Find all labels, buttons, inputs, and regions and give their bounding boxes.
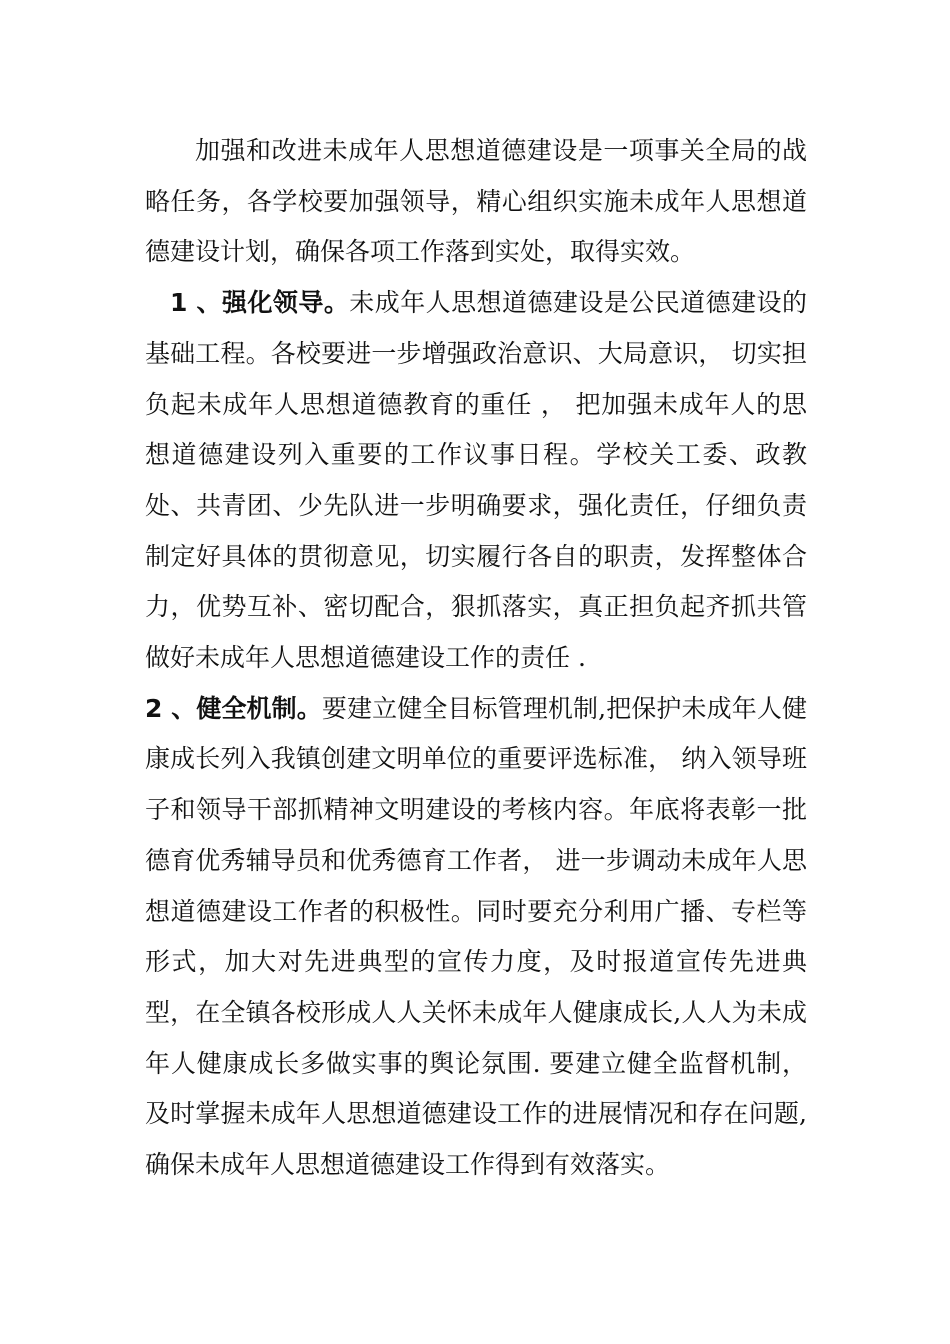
section-2-text: 要建立健全目标管理机制,把保护未成年人健康成长列入我镇创建文明单位的重要评选标准， 纳入领导班子和领导干部抓精神文明建设的考核内容。年底将表彰一批德育优秀辅导员和优秀德育工作者， 进一步调动未成年人思想道德建设工作者的积极性。同时要充分利用广播、专栏等形式，加大对先进典型的宣传力度，及时报道宣传先进典型，在全镇各校形成人人关怀未成年人健康成长,人人为未成年人健康成长多做实事的舆论氛围. 要建立健全监督机制，及时掌握未成年人思想道德建设工作的进展情况和存在问题,确保未成年人思想道德建设工作得到有效落实。 <box>145 693 807 1180</box>
section-paragraph-1 <box>145 278 807 684</box>
section-paragraph-2 <box>145 684 807 1191</box>
section-1-heading: 1 、强化领导。 <box>170 288 350 318</box>
section-2-heading: 2 、健全机制。 <box>145 693 322 723</box>
intro-paragraph: 加强和改进未成年人思想道德建设是一项事关全局的战略任务，各学校要加强领导，精心组织实施未成年人思想道德建设计划，确保各项工作落到实处，取得实效。 <box>145 136 807 267</box>
document-body <box>145 126 807 1191</box>
section-1-text: 未成年人思想道德建设是公民道德建设的基础工程。各校要进一步增强政治意识、大局意识， 切实担负起未成年人思想道德教育的重任 ， 把加强未成年人的思想道德建设列入重要的工作议事日程。学校关工委、政教处、共青团、少先队进一步明确要求，强化责任，仔细负责制定好具体的贯彻意见，切实履行各自的职责，发挥整体合力，优势互补、密切配合，狠抓落实，真正担负起齐抓共管做好未成年人思想道德建设工作的责任 . <box>145 288 807 673</box>
